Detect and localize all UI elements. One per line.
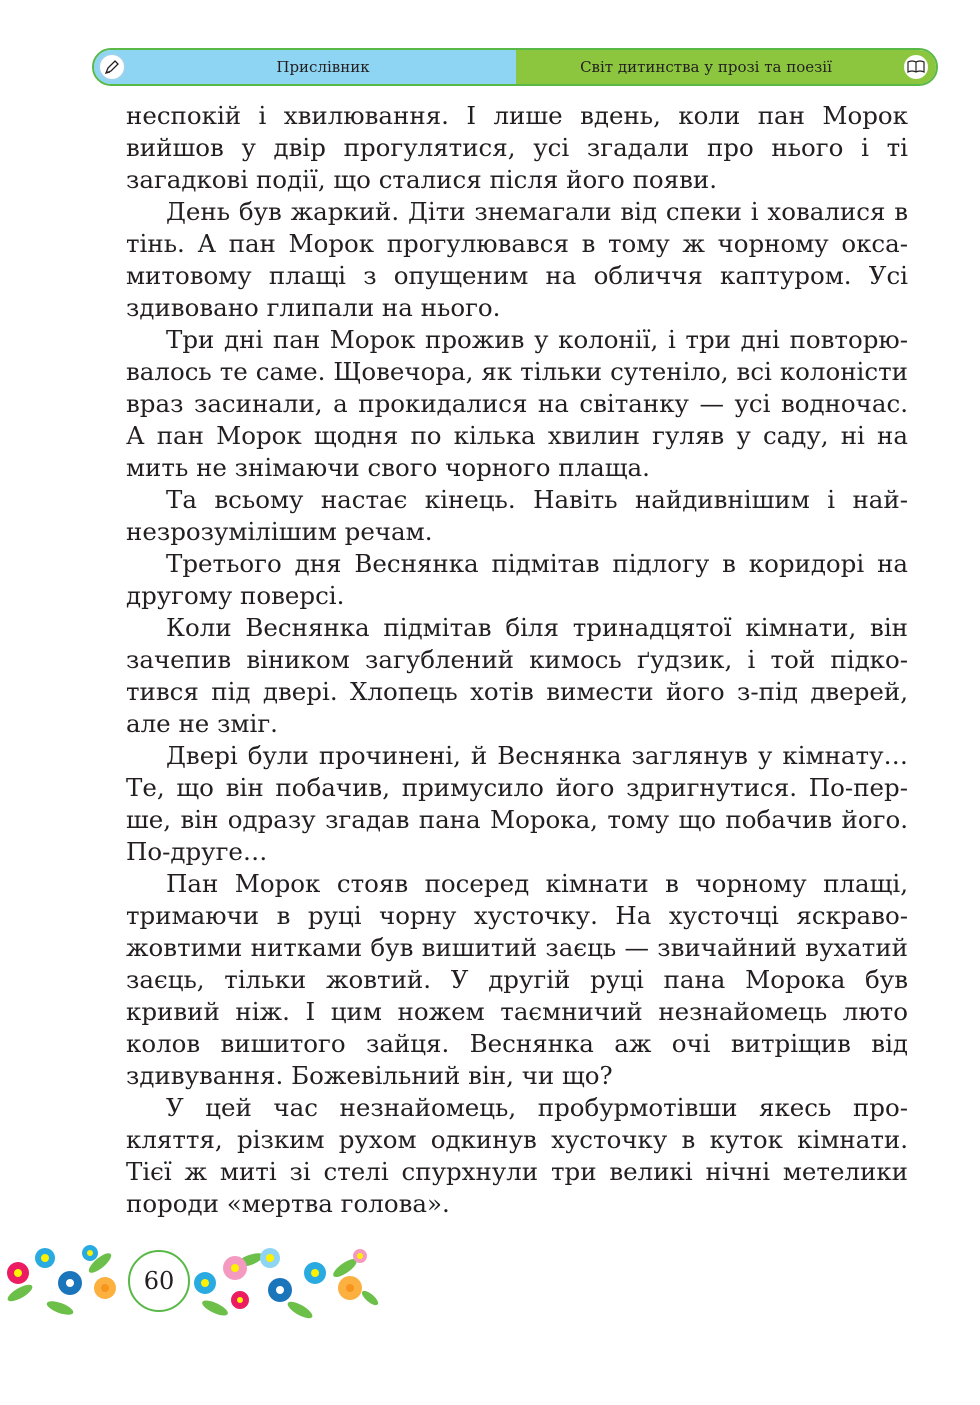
paragraph: Пан Морок стояв посеред кімнати в чорному плащі, тримаючи в руці чорну хусточку. На хусточці яскраво-жовтими нитками був вишитий заєць — звичайний вухатий заєць, тільки жовтий. У другій руці пана Морока був кривий ніж. І цим ножем таємничий незнайомець люто колов вишитого зайця. Веснянка аж очі витріщив від здивування. Божевільний він, чи що? <box>126 869 908 1090</box>
paragraph: Двері були прочинені, й Веснянка заглянув у кімнату… Те, що він побачив, примусило його здригнутися. По-перше, він одразу згадав пана Морока, тому що побачив його. По-друге… <box>126 741 908 866</box>
paragraph: Та всьому настає кінець. Навіть найдивнішим і найнезрозумілішим речам. <box>126 485 908 546</box>
header-section-right <box>516 50 936 84</box>
header-topic: Прислівник <box>276 58 370 76</box>
paragraph: Три дні пан Морок прожив у колонії, і три дні повторювалось те саме. Щовечора, як тільки сутеніло, всі колоністи враз засинали, а прокидалися на світанку — усі водночас. А пан Морок щодня по кілька хвилин гуляв у саду, ні на мить не знімаючи свого чорного плаща. <box>126 325 908 482</box>
paragraph: У цей час незнайомець, пробурмотівши якесь прокляття, різким рухом одкинув хусточку в куток кімнати. Тієї ж миті зі стелі спурхнули три великі нічні метелики породи «мертва голова». <box>126 1093 908 1218</box>
paragraph: Коли Веснянка підмітав біля тринадцятої кімнати, він зачепив віником загублений кимось ґудзик, і той підкотився під двері. Хлопець хотів вимести його з-під дверей, але не зміг. <box>126 613 908 738</box>
book-icon <box>902 53 930 81</box>
paragraph: Третього дня Веснянка підмітав підлогу в коридорі на другому поверсі. <box>126 549 908 610</box>
paragraph: День був жаркий. Діти знемагали від спеки і ховалися в тінь. А пан Морок прогулювався в тому ж чорному оксамитовому плащі з опущеним на обличчя каптуром. Усі здивовано глипали на нього. <box>126 197 908 322</box>
flower-garland-icon <box>0 1238 380 1328</box>
page-number: 60 <box>128 1250 190 1312</box>
page-header <box>92 48 938 86</box>
paragraph: неспокій і хвилювання. І лише вдень, коли пан Морок вийшов у двір прогулятися, усі згадали про нього і ті загадкові події, що сталися після його появи. <box>126 101 908 194</box>
pen-icon <box>98 53 126 81</box>
header-section-left <box>94 50 516 84</box>
main-text <box>126 100 908 1220</box>
header-section-title: Світ дитинства у прозі та поезії <box>580 58 832 76</box>
